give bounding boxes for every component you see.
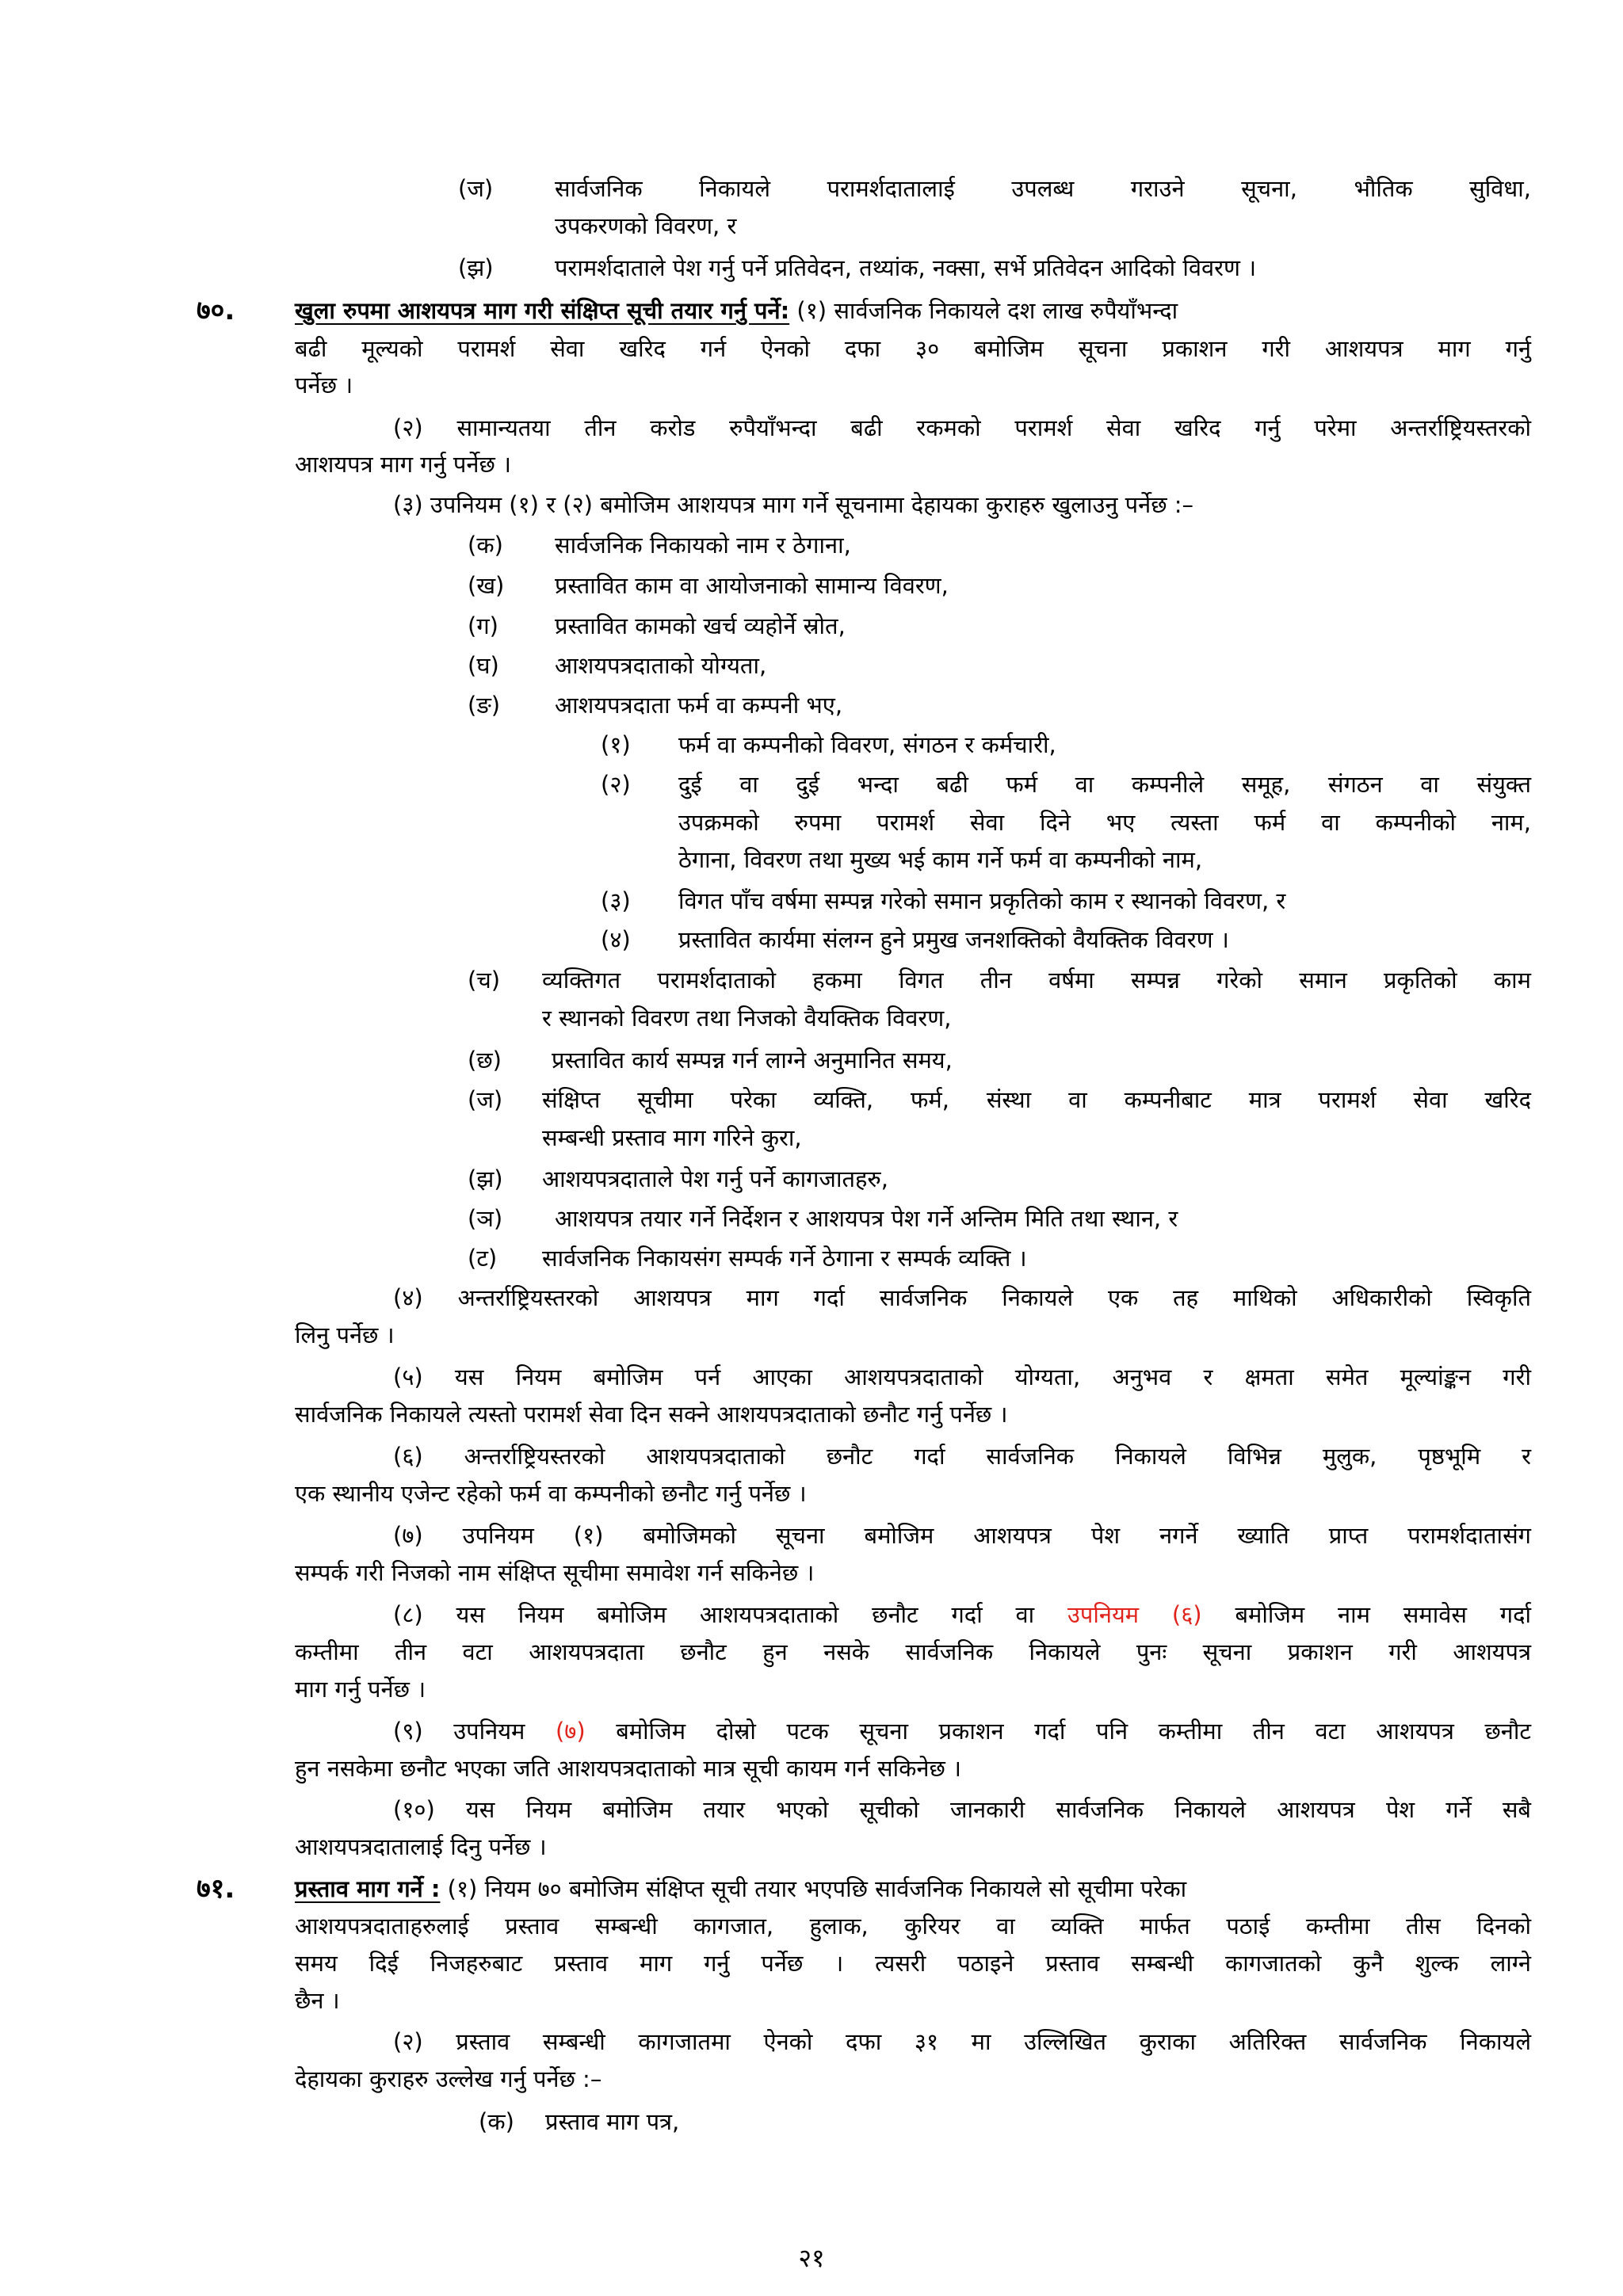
section-first-line xyxy=(295,295,1531,326)
paragraph-text: छैन । xyxy=(295,1987,340,2014)
list-item-text: फर्म वा कम्पनीको विवरण, संगठन र कर्मचारी, xyxy=(678,731,1056,758)
paragraph-line xyxy=(393,1599,1531,1630)
list-marker: (क) xyxy=(479,2108,514,2135)
paragraph-text: बमोजिम दोस्रो पटक सूचना प्रकाशन गर्दा पनि कम्तीमा तीन वटा आशयपत्र छनौट xyxy=(616,1718,1532,1745)
list-marker: (झ) xyxy=(458,254,494,281)
list-item-text: सार्वजनिक निकायसंग सम्पर्क गर्ने ठेगाना र सम्पर्क व्यक्ति । xyxy=(542,1245,1027,1272)
paragraph-line xyxy=(393,1715,1531,1747)
paragraph-text: (८) यस नियम बमोजिम आशयपत्रदाताको छनौट गर्दा वा xyxy=(393,1601,1035,1628)
list-item-text: उपक्रमको रुपमा परामर्श सेवा दिने भए त्यस्ता फर्म वा कम्पनीको नाम, xyxy=(678,809,1531,836)
section-first-line xyxy=(295,1873,1531,1905)
cross-reference-link[interactable]: उपनियम (६) xyxy=(1067,1601,1202,1628)
list-item-text: प्रस्तावित कार्य सम्पन्न गर्न लाग्ने अनुमानित समय, xyxy=(552,1047,953,1074)
list-item-text: आशयपत्रदाताको योग्यता, xyxy=(555,652,767,679)
list-item-text: प्रस्तावित काम वा आयोजनाको सामान्य विवरण, xyxy=(555,572,949,599)
list-item-text: संक्षिप्त सूचीमा परेका व्यक्ति, फर्म, संस्था वा कम्पनीबाट मात्र परामर्श सेवा खरिद xyxy=(542,1086,1531,1113)
paragraph-text: (२) प्रस्ताव सम्बन्धी कागजातमा ऐनको दफा ३१ मा उल्लिखित कुराका अतिरिक्त सार्वजनिक निकायले xyxy=(393,2028,1531,2055)
list-item-text: ठेगाना, विवरण तथा मुख्य भई काम गर्ने फर्म वा कम्पनीको नाम, xyxy=(678,846,1203,873)
paragraph-text: बढी मूल्यको परामर्श सेवा खरिद गर्न ऐनको दफा ३० बमोजिम सूचना प्रकाशन गरी आशयपत्र माग गर्नु xyxy=(295,335,1531,362)
list-item-text: दुई वा दुई भन्दा बढी फर्म वा कम्पनीले समूह, संगठन वा संयुक्त xyxy=(678,771,1531,798)
list-item-text: व्यक्तिगत परामर्शदाताको हकमा विगत तीन वर्षमा सम्पन्न गरेको समान प्रकृतिको काम xyxy=(542,967,1531,994)
paragraph-text: लिनु पर्नेछ । xyxy=(295,1322,395,1348)
list-marker: (१) xyxy=(601,731,631,758)
list-marker: (क) xyxy=(468,532,503,559)
paragraph-text: सार्वजनिक निकायले त्यस्तो परामर्श सेवा दिन सक्ने आशयपत्रदाताको छनौट गर्नु पर्नेछ । xyxy=(295,1401,1008,1428)
list-marker: (३) xyxy=(601,887,631,914)
list-marker: (छ) xyxy=(468,1047,502,1074)
list-marker: (ज) xyxy=(458,175,494,202)
list-item-text: आशयपत्रदाताले पेश गर्नु पर्ने कागजातहरु, xyxy=(542,1165,888,1192)
paragraph-text: आशयपत्रदाताहरुलाई प्रस्ताव सम्बन्धी कागजात, हुलाक, कुरियर वा व्यक्ति मार्फत पठाई कम्तीमा तीस दिनको xyxy=(295,1913,1531,1939)
list-item-text: उपकरणको विवरण, र xyxy=(555,212,737,239)
paragraph-text: कम्तीमा तीन वटा आशयपत्रदाता छनौट हुन नसके सार्वजनिक निकायले पुनः सूचना प्रकाशन गरी आशयपत्र xyxy=(295,1638,1531,1665)
list-marker: (ज) xyxy=(468,1086,503,1113)
section-number: ७०. xyxy=(197,295,235,326)
list-item-text: विगत पाँच वर्षमा सम्पन्न गरेको समान प्रकृतिको काम र स्थानको विवरण, र xyxy=(678,887,1286,914)
page-number: २१ xyxy=(798,2243,825,2273)
list-item-text: सार्वजनिक निकायको नाम र ठेगाना, xyxy=(555,532,851,559)
paragraph-text: पर्नेछ । xyxy=(295,372,353,399)
paragraph-text: समय दिई निजहरुबाट प्रस्ताव माग गर्नु पर्नेछ । त्यसरी पठाइने प्रस्ताव सम्बन्धी कागजातको कुनै शुल्क लाग्ने xyxy=(295,1950,1531,1977)
paragraph-text: बमोजिम नाम समावेस गर्दा xyxy=(1235,1601,1532,1628)
list-item-text: र स्थानको विवरण तथा निजको वैयक्तिक विवरण, xyxy=(542,1005,952,1032)
paragraph-text: आशयपत्रदातालाई दिनु पर्नेछ । xyxy=(295,1833,547,1860)
list-marker: (२) xyxy=(601,771,631,798)
paragraph-text: (१) सार्वजनिक निकायले दश लाख रुपैयाँभन्दा xyxy=(796,297,1178,324)
section-heading: प्रस्ताव माग गर्ने : xyxy=(295,1875,441,1902)
list-item-text: प्रस्तावित कामको खर्च व्यहोर्ने स्रोत, xyxy=(555,612,846,639)
paragraph-text: हुन नसकेमा छनौट भएका जति आशयपत्रदाताको मात्र सूची कायम गर्न सकिनेछ । xyxy=(295,1755,961,1782)
list-marker: (ग) xyxy=(468,612,498,639)
paragraph-text: (९) उपनियम xyxy=(393,1718,525,1745)
section-heading: खुला रुपमा आशयपत्र माग गरी संक्षिप्त सूची तयार गर्नु पर्ने: xyxy=(295,297,790,324)
paragraph-text: एक स्थानीय एजेन्ट रहेको फर्म वा कम्पनीको छनौट गर्नु पर्नेछ । xyxy=(295,1480,807,1507)
cross-reference-link[interactable]: (७) xyxy=(555,1718,586,1745)
list-marker: (ङ) xyxy=(468,692,501,719)
list-item-text: आशयपत्रदाता फर्म वा कम्पनी भए, xyxy=(555,692,843,719)
list-item-text: परामर्शदाताले पेश गर्नु पर्ने प्रतिवेदन, तथ्यांक, नक्सा, सर्भे प्रतिवेदन आदिको विवरण । xyxy=(555,254,1257,281)
list-marker: (ख) xyxy=(468,572,505,599)
paragraph-text: सम्पर्क गरी निजको नाम संक्षिप्त सूचीमा समावेश गर्न सकिनेछ । xyxy=(295,1559,815,1586)
paragraph-text: (१०) यस नियम बमोजिम तयार भएको सूचीको जानकारी सार्वजनिक निकायले आशयपत्र पेश गर्ने सबै xyxy=(393,1796,1531,1823)
paragraph-text: (४) अन्तर्राष्ट्रियस्तरको आशयपत्र माग गर्दा सार्वजनिक निकायले एक तह माथिको अधिकारीको स्विकृति xyxy=(393,1284,1531,1311)
list-marker: (घ) xyxy=(468,652,499,679)
list-item-text: प्रस्ताव माग पत्र, xyxy=(545,2108,680,2135)
paragraph-text: (७) उपनियम (१) बमोजिमको सूचना बमोजिम आशयपत्र पेश नगर्ने ख्याति प्राप्त परामर्शदातासंग xyxy=(393,1522,1531,1549)
paragraph-text: (६) अन्तर्राष्ट्रियस्तरको आशयपत्रदाताको छनौट गर्दा सार्वजनिक निकायले विभिन्न मुलुक, पृष्ठभूमि र xyxy=(393,1443,1531,1470)
paragraph-text: (५) यस नियम बमोजिम पर्न आएका आशयपत्रदाताको योग्यता, अनुभव र क्षमता समेत मूल्यांङ्कन गरी xyxy=(393,1363,1531,1390)
paragraph-text: (२) सामान्यतया तीन करोड रुपैयाँभन्दा बढी रकमको परामर्श सेवा खरिद गर्नु परेमा अन्तर्राष्ट्रियस्तरको xyxy=(393,414,1531,441)
list-marker: (झ) xyxy=(468,1165,503,1192)
list-item-text: आशयपत्र तयार गर्ने निर्देशन र आशयपत्र पेश गर्ने अन्तिम मिति तथा स्थान, र xyxy=(555,1205,1178,1232)
list-marker: (४) xyxy=(601,926,631,953)
paragraph-text: आशयपत्र माग गर्नु पर्नेछ । xyxy=(295,451,512,478)
list-marker: (ट) xyxy=(468,1245,498,1272)
section-number: ७१. xyxy=(197,1873,235,1905)
paragraph-text: देहायका कुराहरु उल्लेख गर्नु पर्नेछ :– xyxy=(295,2065,602,2092)
paragraph-text: (१) नियम ७० बमोजिम संक्षिप्त सूची तयार भएपछि सार्वजनिक निकायले सो सूचीमा परेका xyxy=(447,1875,1187,1902)
list-item-text: सम्बन्धी प्रस्ताव माग गरिने कुरा, xyxy=(542,1124,802,1151)
list-marker: (ञ) xyxy=(468,1205,503,1232)
list-marker: (च) xyxy=(468,967,501,994)
list-item-text: प्रस्तावित कार्यमा संलग्न हुने प्रमुख जनशक्तिको वैयक्तिक विवरण । xyxy=(678,926,1229,953)
list-item-text: सार्वजनिक निकायले परामर्शदातालाई उपलब्ध गराउने सूचना, भौतिक सुविधा, xyxy=(555,175,1531,202)
paragraph-text: (३) उपनियम (१) र (२) बमोजिम आशयपत्र माग गर्ने सूचनामा देहायका कुराहरु खुलाउनु पर्नेछ :– xyxy=(393,491,1194,518)
paragraph-text: माग गर्नु पर्नेछ । xyxy=(295,1676,426,1703)
